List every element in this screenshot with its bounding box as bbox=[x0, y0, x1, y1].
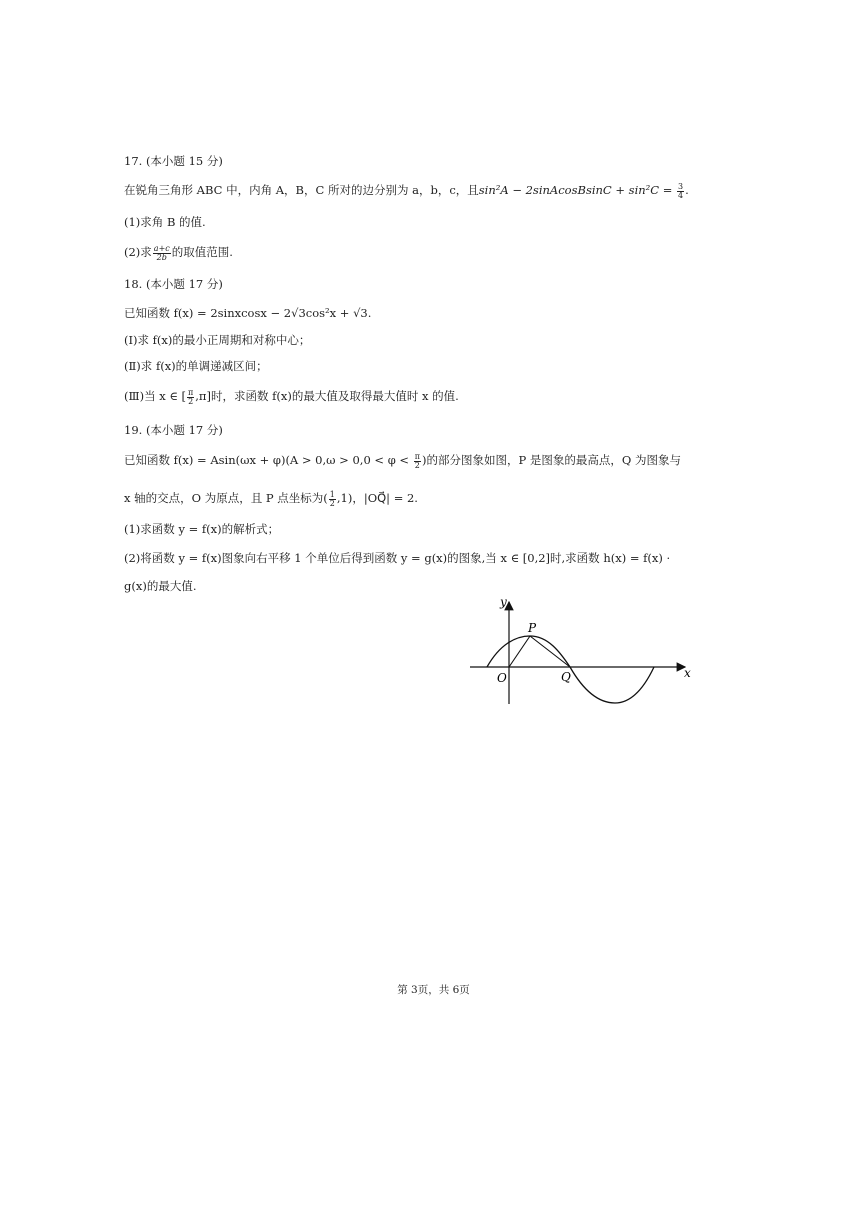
q19-stem2-frac-num: 1 bbox=[329, 489, 335, 499]
q19-stem2-frac-den: 2 bbox=[329, 498, 335, 508]
label-o: O bbox=[497, 671, 507, 685]
page-footer: 第 3页，共 6页 bbox=[397, 984, 470, 996]
q18-part3 bbox=[124, 388, 459, 406]
q18-part3-prefix: (Ⅲ)当 x ∈ [ bbox=[124, 389, 187, 403]
q17-part2 bbox=[124, 244, 233, 262]
q17-part2-frac-num: a+c bbox=[153, 243, 170, 253]
q18-part3-frac-num: π bbox=[188, 387, 194, 397]
q18-heading: 18. (本小题 17 分) bbox=[124, 277, 223, 291]
label-x: x bbox=[684, 666, 691, 680]
q19-function-graph bbox=[460, 592, 700, 712]
q17-heading: 17. (本小题 15 分) bbox=[124, 154, 223, 168]
q18-part3-frac-den: 2 bbox=[188, 396, 194, 406]
q19-stem bbox=[124, 452, 681, 470]
label-q: Q bbox=[561, 670, 571, 684]
q18-part3-fraction bbox=[187, 389, 194, 406]
q17-stem bbox=[124, 182, 689, 200]
q19-part1: (1)求函数 y = f(x)的解析式； bbox=[124, 522, 280, 536]
q18-part1: (Ⅰ)求 f(x)的最小正周期和对称中心； bbox=[124, 333, 311, 347]
q19-stem-frac-num: π bbox=[414, 451, 420, 461]
q18-part3-suffix: ,π]时，求函数 f(x)的最大值及取得最大值时 x 的值. bbox=[195, 389, 459, 403]
q17-part2-frac-den: 2b bbox=[156, 252, 167, 262]
label-y: y bbox=[500, 595, 507, 609]
q17-part2-suffix: 的取值范围. bbox=[171, 245, 233, 259]
q17-part1: (1)求角 B 的值. bbox=[124, 215, 206, 229]
q19-stem2-fraction bbox=[329, 491, 336, 508]
q18-stem: 已知函数 f(x) = 2sinxcosx − 2√3cos²x + √3. bbox=[124, 306, 372, 320]
q19-stem2-prefix: x 轴的交点，O 为原点，且 P 点坐标为( bbox=[124, 491, 328, 505]
q17-part2-fraction bbox=[153, 245, 171, 262]
q19-heading: 19. (本小题 17 分) bbox=[124, 423, 223, 437]
q19-part2-line2: g(x)的最大值. bbox=[124, 579, 197, 593]
q17-part2-prefix: (2)求 bbox=[124, 245, 152, 259]
q19-stem-suffix: )的部分图象如图，P 是图象的最高点，Q 为图象与 bbox=[421, 453, 681, 467]
q19-part2-line1: (2)将函数 y = f(x)图象向右平移 1 个单位后得到函数 y = g(x)的图象,当 x ∈ [0,2]时,求函数 h(x) = f(x) · bbox=[124, 551, 671, 565]
q17-stem-prefix: 在锐角三角形 ABC 中，内角 A，B，C 所对的边分别为 a，b，c，且 bbox=[124, 183, 479, 197]
q19-stem2-suffix: ,1)，|OQ⃗| = 2. bbox=[336, 491, 418, 505]
q19-stem2 bbox=[124, 490, 418, 508]
q17-frac-den: 4 bbox=[678, 190, 684, 200]
label-p: P bbox=[528, 621, 537, 635]
q19-stem-prefix: 已知函数 f(x) = Asin(ωx + φ)(A > 0,ω > 0,0 < φ < bbox=[124, 453, 413, 467]
q17-frac-num: 3 bbox=[678, 181, 684, 191]
segment-pq bbox=[530, 636, 570, 667]
q17-stem-end: . bbox=[685, 183, 689, 197]
q19-stem-frac-den: 2 bbox=[414, 460, 420, 470]
q19-stem-fraction bbox=[414, 453, 421, 470]
q18-part2: (Ⅱ)求 f(x)的单调递减区间； bbox=[124, 359, 268, 373]
q17-stem-fraction bbox=[677, 183, 684, 200]
q17-stem-formula: sin²A − 2sinAcosBsinC + sin²C = bbox=[478, 183, 677, 197]
